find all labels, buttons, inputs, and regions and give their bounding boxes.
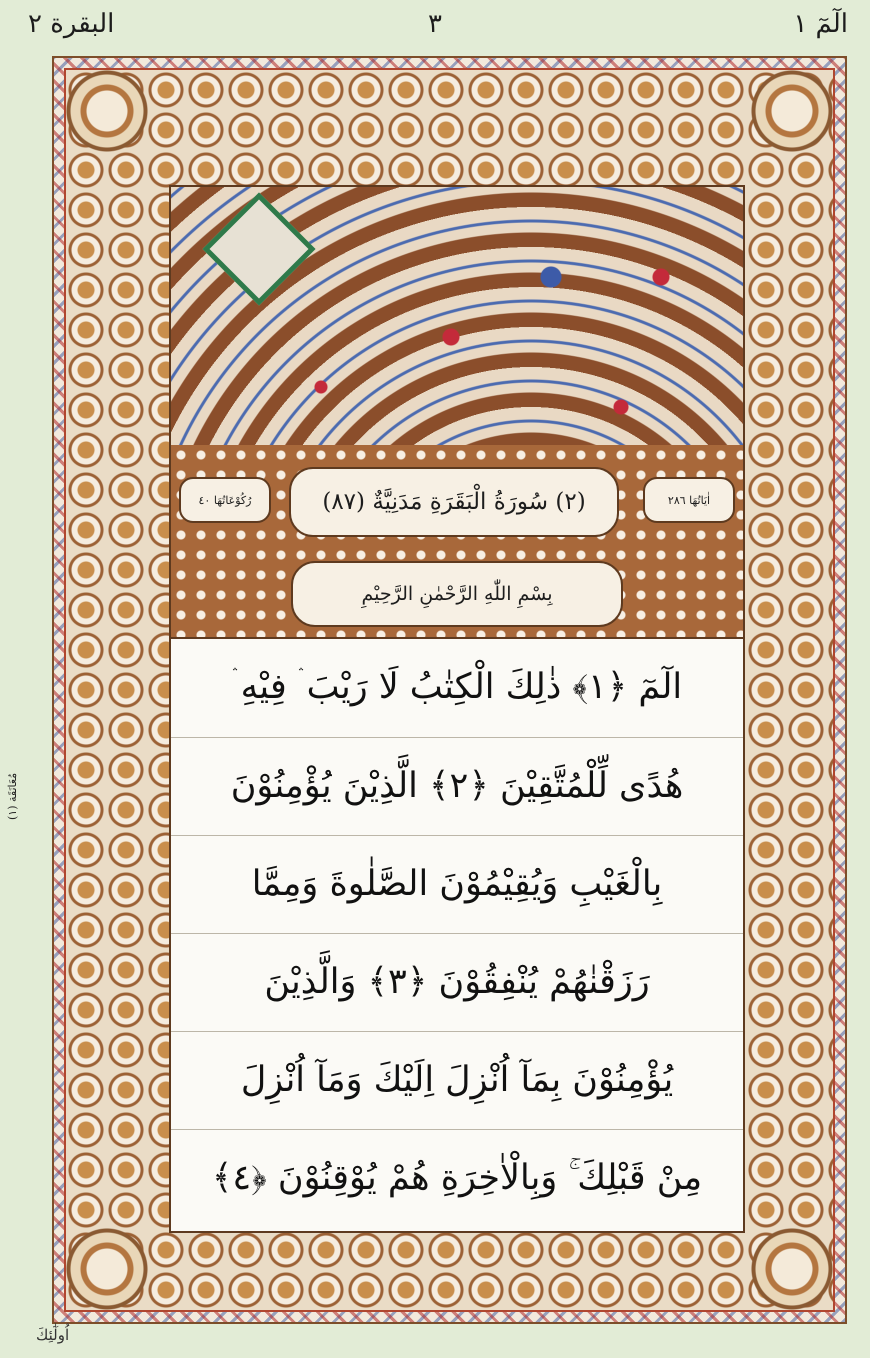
surah-header-label: البقرة ٢: [28, 9, 115, 39]
text-panel: [169, 185, 745, 1233]
corner-ornament-icon: [62, 66, 152, 156]
ayat-count: اٰيَاتُهَا ٢٨٦: [643, 477, 735, 523]
verse-line: رَزَقْنٰهُمْ يُنْفِقُوْنَ ﴿٣﴾ وَالَّذِيْنَ: [171, 933, 743, 1029]
margin-note: (١) مُعَانَقَة: [6, 772, 19, 820]
corner-ornament-icon: [747, 66, 837, 156]
verse-line: الٓمٓ ﴿١﴾ ذٰلِكَ الْكِتٰبُ لَا رَيْبَ ۛ فِيْهِ ۛ: [231, 667, 683, 707]
verse-line: بِالْغَيْبِ وَيُقِيْمُوْنَ الصَّلٰوةَ وَمِمَّا: [171, 835, 743, 931]
surah-title: (٢) سُورَةُ الْبَقَرَةِ مَدَنِيَّةٌ (٨٧): [289, 467, 619, 537]
page-number: ٣: [428, 9, 442, 39]
verse-line: يُؤْمِنُوْنَ بِمَآ اُنْزِلَ اِلَيْكَ وَمَآ اُنْزِلَ: [171, 1031, 743, 1127]
juz-header-label: الٓمٓ ١: [793, 9, 848, 39]
catchword: اُولٰٓئِكَ: [36, 1326, 70, 1344]
floral-medallion-icon: [202, 192, 315, 305]
illumination-header: [171, 187, 743, 447]
verse-line: مِنْ قَبْلِكَ ۚ وَبِالْاٰخِرَةِ هُمْ يُوْقِنُوْنَ ﴿٤﴾: [171, 1129, 743, 1225]
bismillah: بِسْمِ اللّٰهِ الرَّحْمٰنِ الرَّحِيْمِ: [291, 561, 623, 627]
corner-ornament-icon: [747, 1224, 837, 1314]
surah-title-band: [171, 445, 743, 639]
verse-line: هُدًى لِّلْمُتَّقِيْنَ ﴿٢﴾ الَّذِيْنَ يُؤْمِنُوْنَ: [171, 737, 743, 833]
ruku-count: رُكُوْعَاتُهَا ٤٠: [179, 477, 271, 523]
corner-ornament-icon: [62, 1224, 152, 1314]
verse-lines: [171, 639, 743, 1231]
